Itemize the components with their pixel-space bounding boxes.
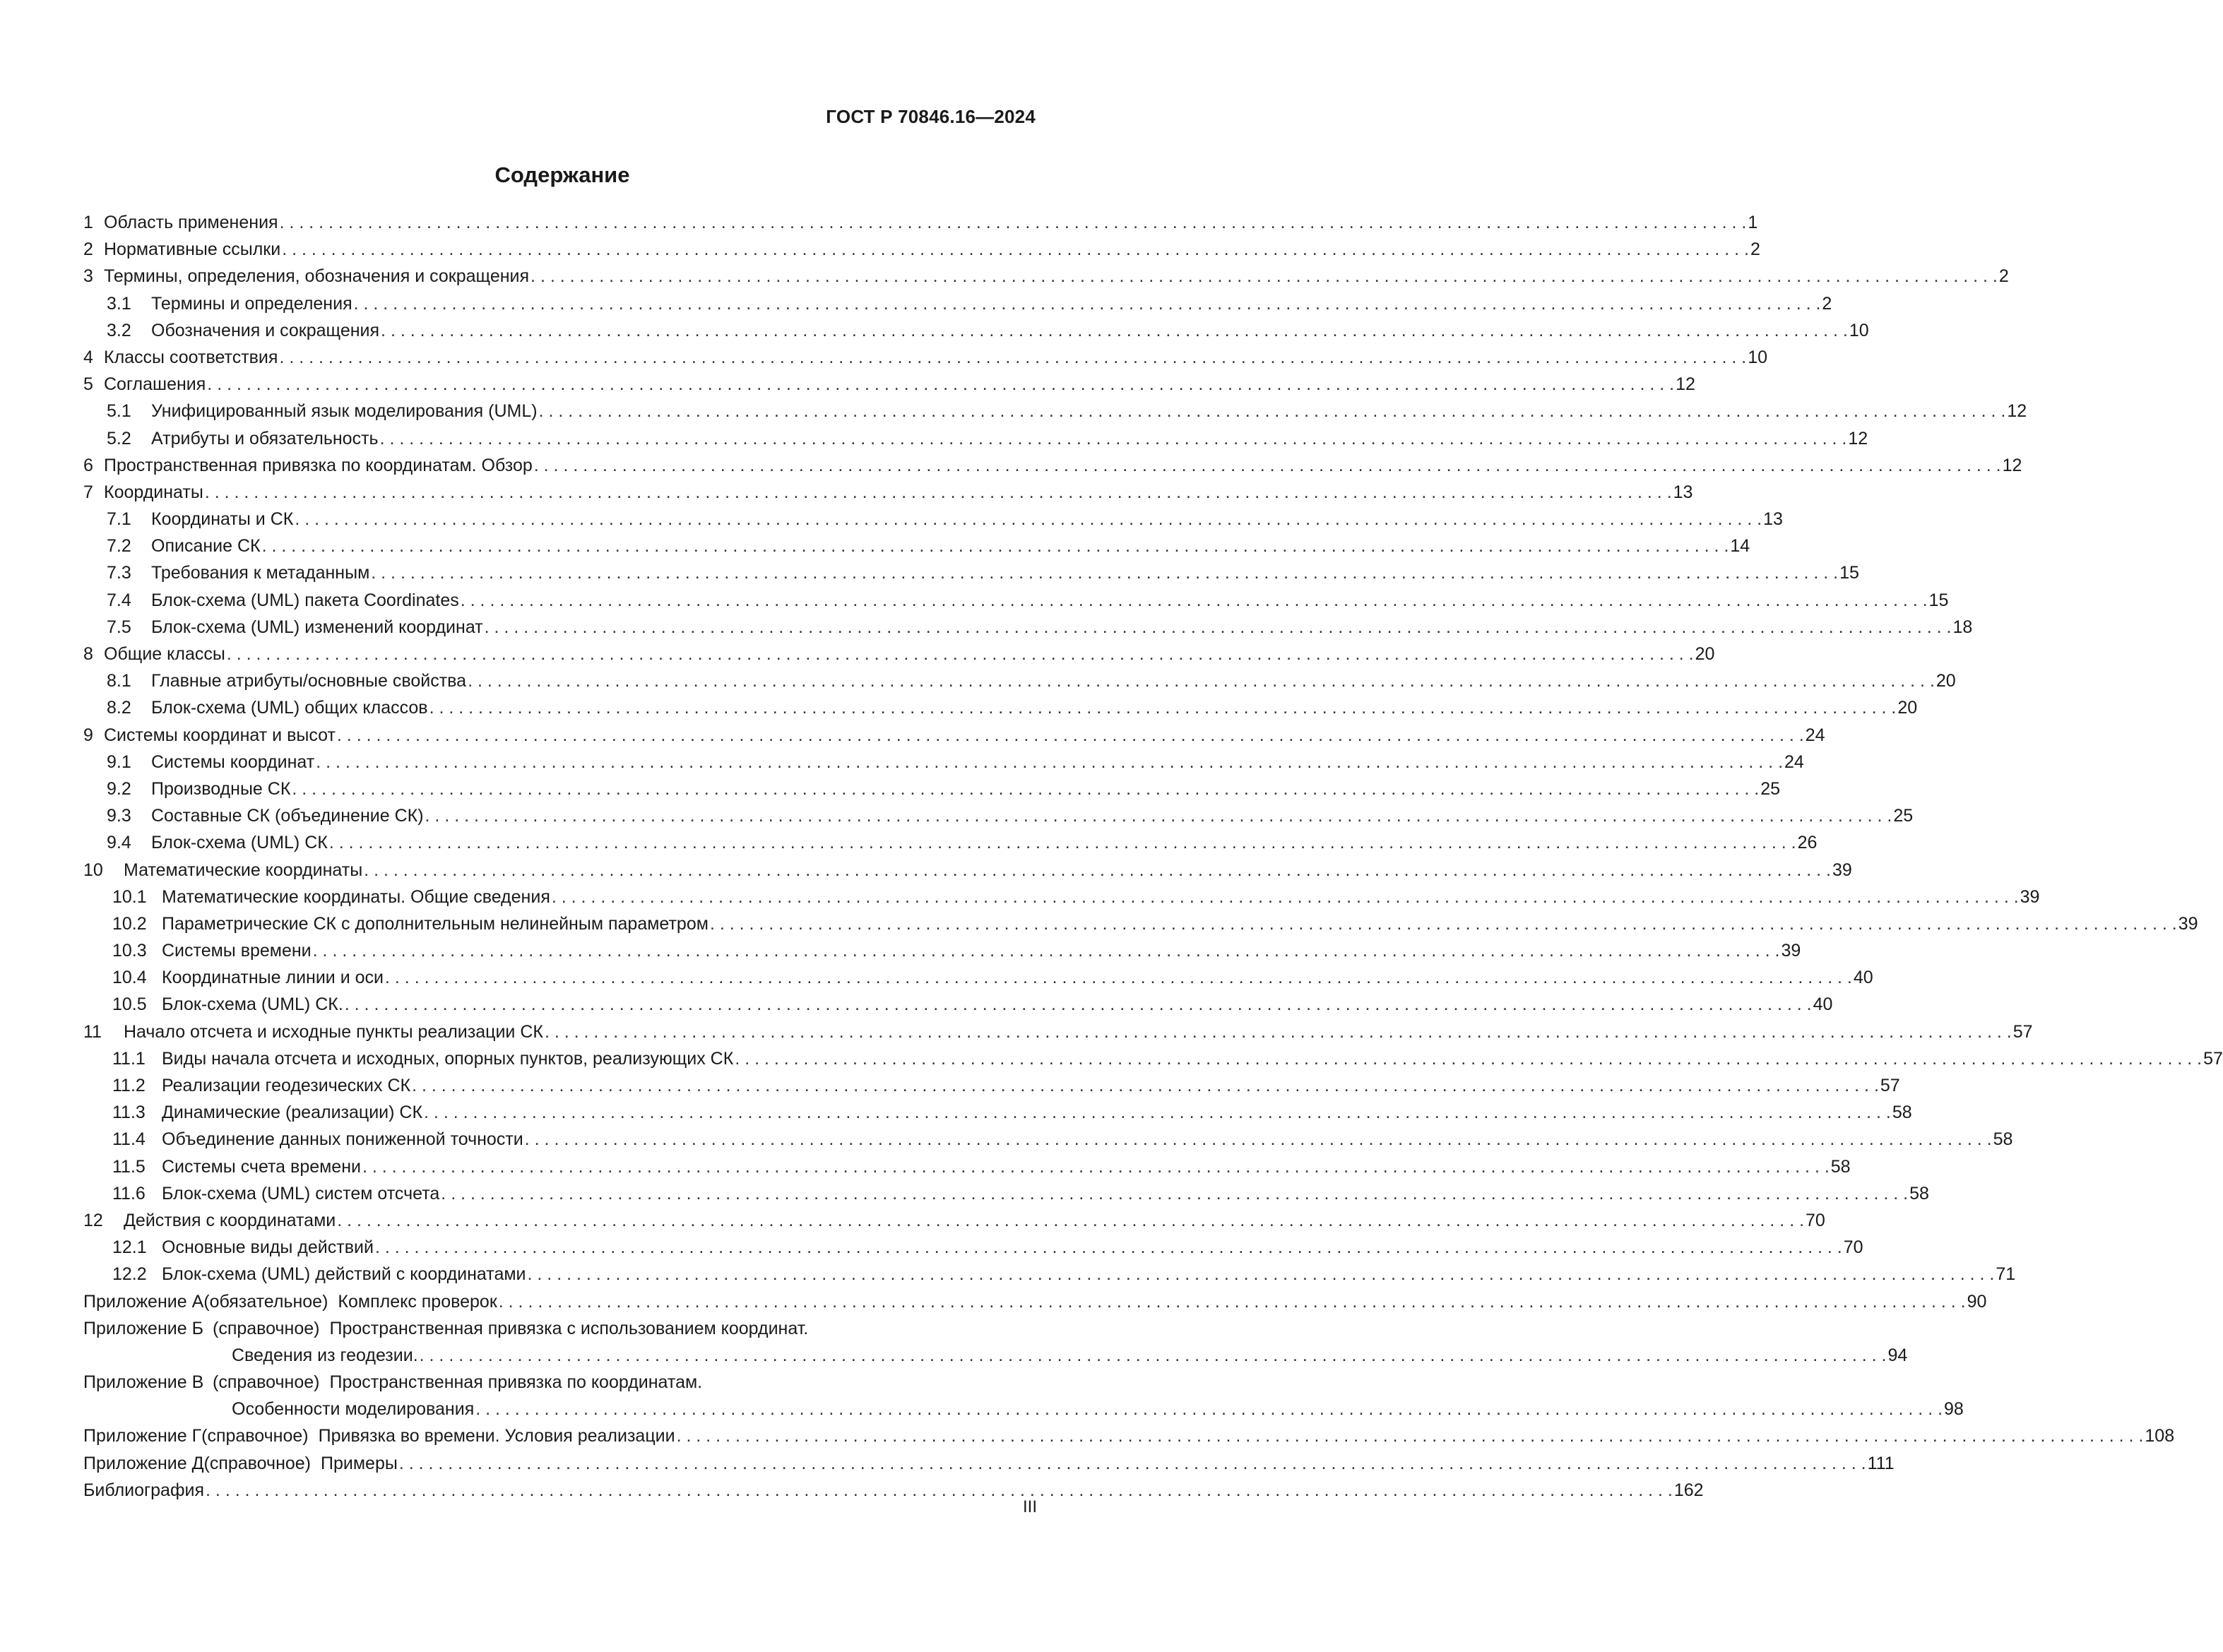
- dot-leader: [483, 614, 1953, 641]
- toc-entry-title: Главные атрибуты/основные свойства: [151, 671, 467, 691]
- toc-entry[interactable]: [83, 425, 1868, 452]
- toc-entry-title: Динамические (реализации) СК: [162, 1103, 423, 1123]
- dot-leader: [384, 964, 1854, 991]
- toc-entry-title: Блок-схема (UML) действий с координатами: [162, 1264, 526, 1285]
- dot-leader: [529, 263, 1999, 290]
- toc-entry[interactable]: [83, 1234, 1863, 1261]
- dot-leader: [261, 533, 1731, 559]
- dot-leader: [278, 344, 1748, 371]
- toc-entry[interactable]: [83, 937, 1801, 964]
- toc-entry[interactable]: [83, 344, 1768, 371]
- appendix-page: 90: [1967, 1291, 1987, 1312]
- dot-leader: [543, 1018, 2013, 1045]
- toc-entry-number: 10.5: [112, 994, 147, 1015]
- toc-entry-title: Математические координаты. Общие сведения: [162, 886, 550, 907]
- dot-leader: [336, 1207, 1806, 1234]
- dot-leader: [424, 802, 1894, 829]
- toc-entry-number: 6: [83, 455, 93, 475]
- toc-entry-number: 5.1: [107, 401, 131, 422]
- toc-entry[interactable]: [83, 857, 1852, 884]
- toc-entry[interactable]: [83, 1153, 1851, 1180]
- dot-leader: [225, 641, 1695, 667]
- toc-entry[interactable]: [83, 1126, 2013, 1153]
- dot-leader: [428, 694, 1898, 721]
- toc-entry-title: Описание СК: [151, 536, 261, 557]
- toc-entry-number: 3.1: [107, 293, 131, 314]
- dot-leader: [312, 937, 1782, 964]
- toc-entry-title: Виды начала отсчета и исходных, опорных пунктов, реализующих СК: [162, 1048, 734, 1069]
- toc-entry-title: Блок-схема (UML) пакета Coordinates: [151, 590, 459, 610]
- toc-entry-number: 12.2: [112, 1264, 147, 1285]
- toc-entry[interactable]: [83, 236, 1760, 263]
- toc-entry-page: 71: [1996, 1264, 2016, 1285]
- appendix-page: 94: [1887, 1345, 1908, 1365]
- toc-entry-number: 9.4: [107, 833, 131, 853]
- toc-entry[interactable]: [83, 829, 1818, 856]
- appendix-page: 111: [1867, 1453, 1895, 1473]
- toc-entry-title: Требования к метаданным: [151, 563, 370, 583]
- toc-entry-page: 24: [1784, 751, 1804, 772]
- appendix-entry[interactable]: [83, 1422, 2175, 1449]
- dot-leader: [352, 290, 1822, 317]
- toc-entry-page: 40: [1853, 968, 1873, 988]
- toc-entry-page: 20: [1695, 644, 1715, 664]
- dot-leader: [328, 829, 1798, 856]
- toc-entry[interactable]: [83, 910, 2198, 937]
- dot-leader: [379, 425, 1849, 452]
- toc-entry-page: 2: [1750, 239, 1760, 260]
- toc-entry-page: 39: [2178, 913, 2198, 934]
- toc-entry-page: 58: [1892, 1103, 1912, 1123]
- toc-entry[interactable]: [83, 452, 2022, 479]
- toc-entry[interactable]: [83, 1018, 2033, 1045]
- toc-entry-page: 58: [1830, 1156, 1851, 1177]
- toc-entry-number: 7.3: [107, 563, 131, 583]
- appendix-page: 98: [1944, 1399, 1964, 1420]
- toc-entry[interactable]: [83, 398, 2027, 424]
- toc-entry-title: Объединение данных пониженной точности: [162, 1129, 523, 1150]
- toc-entry-number: 9.1: [107, 751, 131, 772]
- toc-entry-title: Блок-схема (UML) СК: [151, 833, 328, 853]
- toc-entry[interactable]: [83, 1072, 1900, 1099]
- toc-entry[interactable]: [83, 667, 1956, 694]
- appendix-entry[interactable]: [83, 1369, 1036, 1396]
- appendix-entry-continuation: [83, 1342, 1908, 1369]
- toc-entry[interactable]: [83, 209, 1758, 236]
- toc-entry-number: 2: [83, 239, 93, 260]
- dot-leader: [538, 398, 2008, 424]
- toc-entry-number: 7: [83, 482, 93, 502]
- toc-entry-title: Координаты и СК: [151, 509, 294, 530]
- toc-entry[interactable]: [83, 694, 1918, 721]
- dot-leader: [278, 209, 1748, 236]
- dot-leader: [523, 1126, 1993, 1153]
- toc-entry-page: 12: [1676, 374, 1695, 395]
- toc-entry-page: 40: [1813, 994, 1833, 1015]
- dot-leader: [336, 722, 1806, 749]
- toc-entry-page: 20: [1897, 698, 1918, 718]
- appendix-title: Пространственная привязка с использованием координат.: [329, 1318, 809, 1338]
- dot-leader: [439, 1180, 1909, 1207]
- appendix-title-continued: Особенности моделирования: [232, 1399, 475, 1420]
- toc-entry[interactable]: [83, 1045, 2223, 1072]
- toc-entry[interactable]: [83, 884, 2040, 910]
- toc-entry-title: Реализации геодезических СК: [162, 1076, 411, 1095]
- toc-entry-page: 20: [1936, 671, 1956, 691]
- bibliography-page: 162: [1673, 1480, 1704, 1500]
- toc-entry-number: 3: [83, 266, 93, 287]
- dot-leader: [410, 1072, 1880, 1099]
- appendix-title-continued: Сведения из геодезии.: [232, 1345, 418, 1365]
- toc-entry[interactable]: [83, 290, 1832, 317]
- toc-entry-title: Область применения: [104, 213, 278, 232]
- toc-entry-title: Математические координаты: [124, 860, 363, 880]
- toc-entry[interactable]: [83, 317, 1869, 344]
- toc-entry[interactable]: [83, 614, 1973, 641]
- toc-entry-page: 10: [1748, 347, 1768, 367]
- toc-entry-number: 4: [83, 347, 93, 367]
- dot-leader: [418, 1342, 1888, 1369]
- toc-entry-title: Начало отсчета и исходные пункты реализации СК: [124, 1021, 543, 1042]
- toc-entry-title: Основные виды действий: [162, 1237, 374, 1258]
- appendix-kind: (справочное): [213, 1318, 320, 1338]
- dot-leader: [314, 749, 1784, 776]
- toc-entry-title: Унифицированный язык моделирования (UML): [151, 401, 538, 422]
- dot-leader: [497, 1288, 1967, 1315]
- dot-leader: [550, 884, 2020, 910]
- dot-leader: [733, 1045, 2203, 1072]
- toc-entry-title: Атрибуты и обязательность: [151, 428, 379, 448]
- toc-entry[interactable]: [83, 1207, 1825, 1234]
- dot-leader: [379, 317, 1849, 344]
- toc-entry-number: 11: [83, 1021, 102, 1042]
- toc-entry[interactable]: [83, 1261, 2016, 1288]
- toc-entry-number: 11.3: [112, 1103, 146, 1123]
- appendix-title: Привязка во времени. Условия реализации: [318, 1426, 675, 1446]
- dot-leader: [293, 506, 1763, 533]
- toc-entry-page: 12: [2002, 455, 2022, 475]
- toc-entry[interactable]: [83, 722, 1825, 749]
- dot-leader: [422, 1099, 1892, 1126]
- toc-entry-number: 5.2: [107, 428, 131, 448]
- toc-entry[interactable]: [83, 991, 1833, 1018]
- toc-entry-title: Системы времени: [162, 941, 312, 961]
- toc-entry-page: 57: [2203, 1048, 2223, 1069]
- toc-entry-page: 10: [1849, 320, 1869, 340]
- toc-entry-title: Блок-схема (UML) изменений координат: [151, 617, 483, 637]
- toc-entry-number: 8.1: [107, 671, 131, 691]
- toc-entry[interactable]: [83, 776, 1780, 802]
- toc-entry-title: Координатные линии и оси: [162, 968, 384, 988]
- toc-entry[interactable]: [83, 587, 1949, 614]
- toc-entry[interactable]: [83, 479, 1693, 506]
- toc-entry-title: Общие классы: [104, 644, 225, 664]
- toc-entry-page: 12: [2007, 401, 2027, 422]
- toc-entry-page: 2: [1822, 293, 1832, 314]
- toc-entry[interactable]: [83, 263, 2009, 290]
- toc-entry-page: 24: [1805, 725, 1825, 745]
- toc-entry-page: 58: [1993, 1129, 2013, 1150]
- toc-entry-title: Обозначения и сокращения: [151, 320, 380, 340]
- dot-leader: [361, 1153, 1831, 1180]
- toc-entry-number: 9.2: [107, 778, 131, 799]
- toc-entry-number: 10.4: [112, 968, 147, 988]
- dot-leader: [374, 1234, 1844, 1261]
- dot-leader: [466, 667, 1936, 694]
- toc-entry-page: 25: [1893, 806, 1914, 826]
- page-title: Содержание: [494, 162, 630, 187]
- appendix-label: Приложение В: [83, 1372, 204, 1393]
- toc-entry-title: Термины и определения: [151, 293, 352, 314]
- appendix-entry[interactable]: [83, 1315, 1036, 1342]
- bibliography-title: Библиография: [83, 1480, 205, 1500]
- toc-entry-page: 57: [1880, 1076, 1900, 1095]
- toc-entry[interactable]: [83, 559, 1859, 586]
- toc-entry-title: Блок-схема (UML) общих классов: [151, 698, 428, 718]
- toc-entry-title: Координаты: [104, 482, 203, 502]
- toc-entry-number: 11.4: [112, 1129, 146, 1150]
- dot-leader: [526, 1261, 1996, 1288]
- page-number: III: [1022, 1497, 1037, 1516]
- appendix-title: Комплекс проверок: [338, 1291, 497, 1312]
- appendix-kind: (справочное): [203, 1453, 312, 1473]
- appendix-label: Приложение Б: [83, 1318, 203, 1338]
- dot-leader: [343, 991, 1813, 1018]
- toc-entry-title: Термины, определения, обозначения и сокращения: [104, 266, 530, 287]
- toc-entry-number: 8: [83, 644, 93, 664]
- appendix-entry[interactable]: [83, 1450, 1895, 1477]
- toc-entry-title: Классы соответствия: [104, 347, 278, 367]
- appendix-kind: (справочное): [201, 1426, 309, 1446]
- toc-entry-page: 13: [1673, 482, 1693, 502]
- toc-entry-page: 70: [1806, 1210, 1825, 1230]
- toc-entry-page: 26: [1797, 833, 1818, 853]
- toc-entry-page: 15: [1839, 563, 1859, 583]
- appendix-kind: (справочное): [213, 1372, 320, 1393]
- dot-leader: [533, 452, 2003, 479]
- toc-entry-number: 8.2: [107, 698, 131, 718]
- toc-entry-number: 1: [83, 213, 93, 232]
- dot-leader: [459, 587, 1929, 614]
- toc-entry-title: Соглашения: [104, 374, 206, 395]
- toc-entry-number: 9.3: [107, 806, 131, 826]
- toc-entry-page: 58: [1909, 1183, 1929, 1204]
- dot-leader: [369, 559, 1839, 586]
- toc-entry-page: 39: [1832, 860, 1852, 880]
- toc-entry-page: 12: [1848, 428, 1868, 448]
- toc-entry-title: Пространственная привязка по координатам. Обзор: [104, 455, 533, 475]
- appendix-label: Приложение Г: [83, 1426, 202, 1446]
- dot-leader: [675, 1422, 2145, 1449]
- toc-entry-page: 70: [1843, 1237, 1863, 1258]
- toc-entry-page: 57: [2012, 1021, 2033, 1042]
- toc-entry-number: 12.1: [112, 1237, 147, 1258]
- dot-leader: [398, 1450, 1868, 1477]
- appendix-title: Пространственная привязка по координатам.: [329, 1372, 703, 1393]
- appendix-entry-continuation: [83, 1396, 1964, 1422]
- toc-entry-title: Нормативные ссылки: [104, 239, 281, 260]
- appendix-title: Примеры: [321, 1453, 398, 1473]
- toc-entry[interactable]: [83, 964, 1873, 991]
- toc-entry-page: 18: [1952, 617, 1973, 637]
- toc-entry-number: 11.5: [112, 1156, 146, 1177]
- appendix-label: Приложение Д: [83, 1453, 204, 1473]
- toc-entry-number: 7.5: [107, 617, 131, 637]
- toc-entry-title: Составные СК (объединение СК): [151, 806, 424, 826]
- toc-entry-number: 9: [83, 725, 93, 745]
- toc-entry-title: Действия с координатами: [124, 1210, 336, 1230]
- toc-entry-number: 5: [83, 374, 93, 395]
- toc-entry-number: 7.2: [107, 536, 131, 557]
- toc-entry-title: Блок-схема (UML) СК.: [162, 994, 343, 1015]
- appendix-entry[interactable]: [83, 1288, 1987, 1315]
- toc-entry-page: 13: [1763, 509, 1783, 530]
- toc-entry-number: 7.1: [107, 509, 131, 530]
- toc-entry-number: 11.1: [112, 1048, 146, 1069]
- appendix-label: Приложение А: [83, 1291, 204, 1312]
- toc-entry-number: 10: [83, 860, 103, 880]
- dot-leader: [290, 776, 1760, 802]
- appendix-page: 108: [2145, 1426, 2175, 1446]
- toc-entry-number: 7.4: [107, 590, 131, 610]
- bibliography-entry[interactable]: [83, 1477, 1704, 1504]
- toc-entry-title: Производные СК: [151, 778, 291, 799]
- dot-leader: [206, 371, 1676, 398]
- dot-leader: [203, 479, 1673, 506]
- table-of-contents: [83, 209, 2223, 1504]
- dot-leader: [280, 236, 1750, 263]
- toc-entry[interactable]: [83, 641, 1715, 667]
- toc-entry[interactable]: [83, 533, 1750, 559]
- toc-entry-number: 3.2: [107, 320, 131, 340]
- toc-entry[interactable]: [83, 749, 1804, 776]
- toc-entry[interactable]: [83, 506, 1783, 533]
- toc-entry-title: Блок-схема (UML) систем отсчета: [162, 1183, 440, 1204]
- toc-entry[interactable]: [83, 802, 1914, 829]
- toc-entry-number: 10.2: [112, 913, 147, 934]
- toc-entry-number: 10.1: [112, 886, 147, 907]
- toc-entry[interactable]: [83, 1180, 1929, 1207]
- toc-entry-page: 15: [1928, 590, 1949, 610]
- toc-entry-title: Параметрические СК с дополнительным нелинейным параметром: [162, 913, 709, 934]
- toc-entry-number: 11.6: [112, 1183, 146, 1204]
- toc-entry-number: 11.2: [112, 1076, 146, 1095]
- dot-leader: [204, 1477, 1674, 1504]
- toc-entry-page: 39: [2020, 886, 2040, 907]
- dot-leader: [709, 910, 2178, 937]
- toc-entry-title: Системы счета времени: [162, 1156, 361, 1177]
- toc-entry-number: 12: [83, 1210, 103, 1230]
- appendix-kind: (обязательное): [203, 1291, 328, 1312]
- toc-entry-page: 39: [1781, 941, 1801, 961]
- toc-entry-page: 2: [1998, 266, 2009, 287]
- dot-leader: [362, 857, 1832, 884]
- toc-entry-title: Системы координат: [151, 751, 315, 772]
- toc-entry[interactable]: [83, 371, 1695, 398]
- toc-entry[interactable]: [83, 1099, 1912, 1126]
- document-code: ГОСТ Р 70846.16—2024: [826, 106, 1036, 127]
- dot-leader: [474, 1396, 1944, 1422]
- toc-entry-page: 1: [1748, 213, 1758, 232]
- toc-entry-title: Системы координат и высот: [104, 725, 336, 745]
- toc-entry-page: 25: [1760, 778, 1780, 799]
- toc-entry-page: 14: [1730, 536, 1750, 557]
- toc-entry-number: 10.3: [112, 941, 147, 961]
